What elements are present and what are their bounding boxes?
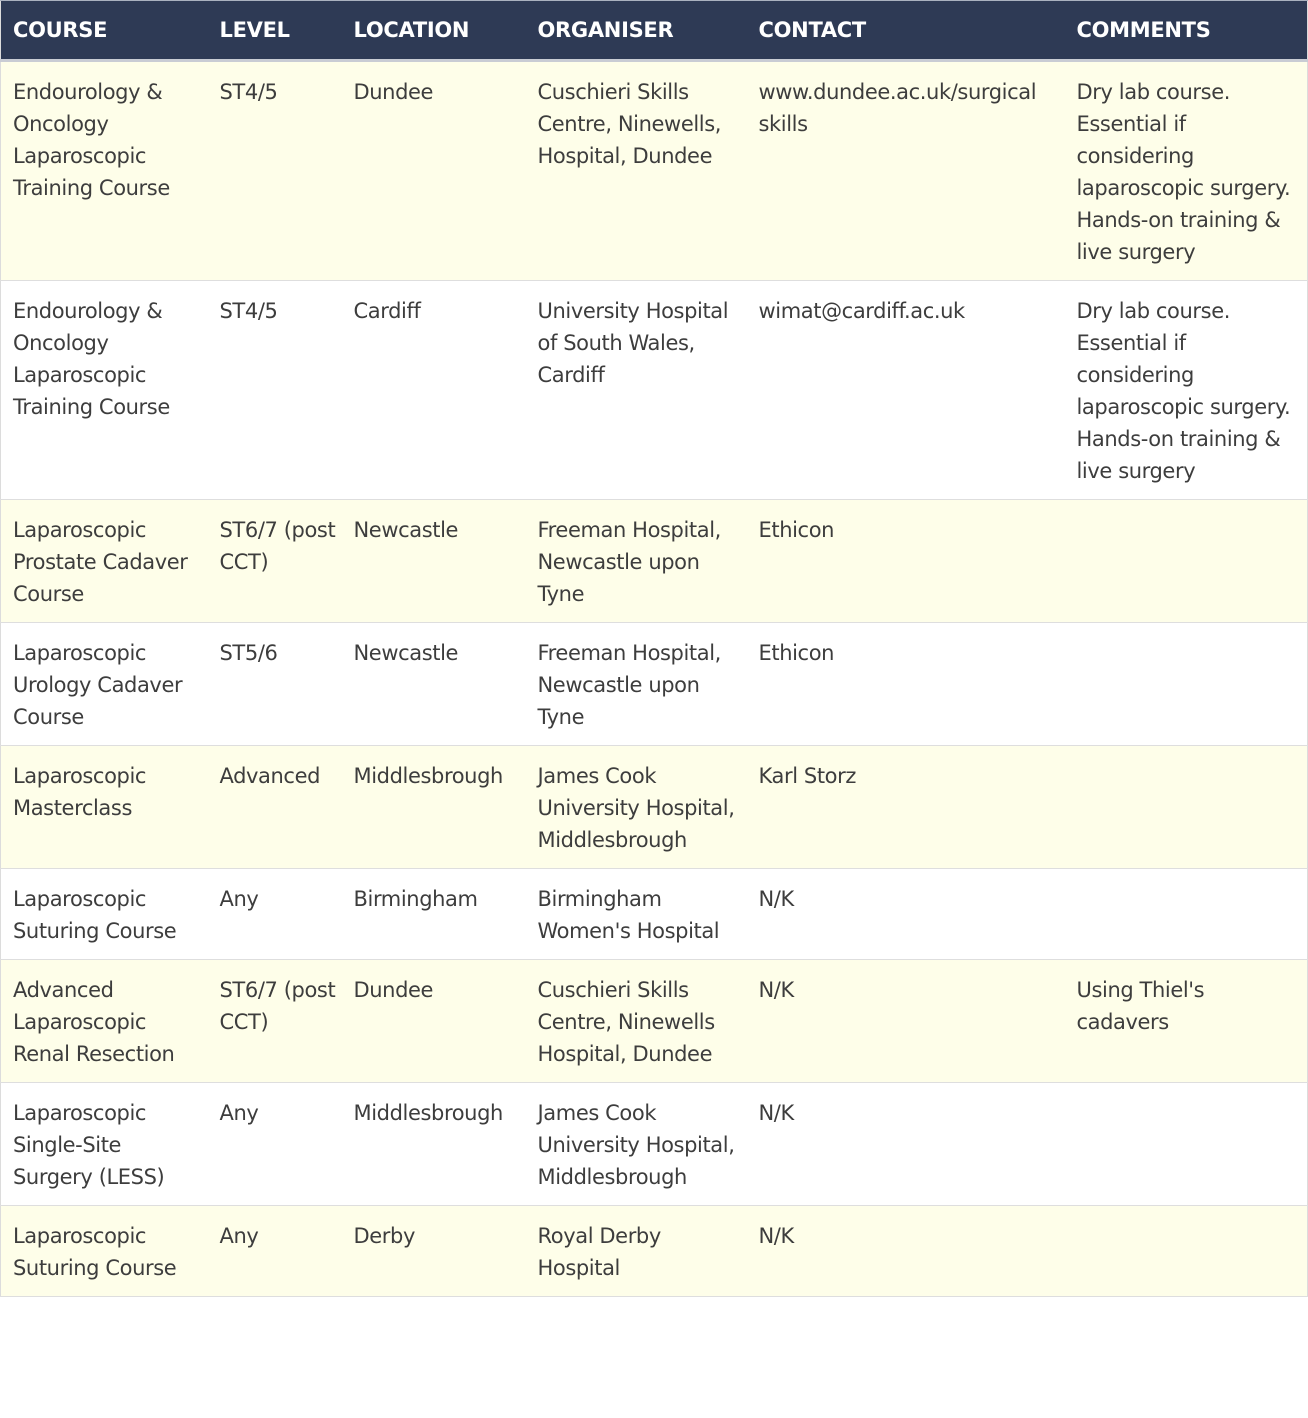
cell-contact: N/K xyxy=(747,1206,1065,1297)
table-row xyxy=(1,500,1308,623)
cell-course: Laparoscopic Single-Site Surgery (LESS) xyxy=(1,1083,208,1206)
table-row xyxy=(1,61,1308,281)
cell-contact: N/K xyxy=(747,869,1065,960)
cell-organiser: Birmingham Women's Hospital xyxy=(526,869,747,960)
table-row xyxy=(1,1206,1308,1297)
cell-contact: N/K xyxy=(747,960,1065,1083)
cell-comments xyxy=(1065,500,1308,623)
cell-course: Endourology & Oncology Laparoscopic Training Course xyxy=(1,281,208,500)
cell-course: Laparoscopic Suturing Course xyxy=(1,869,208,960)
cell-location: Cardiff xyxy=(342,281,526,500)
cell-contact: Ethicon xyxy=(747,500,1065,623)
table-row xyxy=(1,960,1308,1083)
cell-location: Dundee xyxy=(342,960,526,1083)
cell-comments xyxy=(1065,623,1308,746)
cell-organiser: Cuschieri Skills Centre, Ninewells Hospital, Dundee xyxy=(526,960,747,1083)
cell-course: Laparoscopic Urology Cadaver Course xyxy=(1,623,208,746)
header-contact: CONTACT xyxy=(747,1,1065,61)
cell-organiser: James Cook University Hospital, Middlesbrough xyxy=(526,1083,747,1206)
cell-location: Birmingham xyxy=(342,869,526,960)
cell-location: Dundee xyxy=(342,61,526,281)
cell-comments xyxy=(1065,746,1308,869)
cell-level: ST6/7 (post CCT) xyxy=(208,960,342,1083)
cell-contact: Karl Storz xyxy=(747,746,1065,869)
cell-level: Any xyxy=(208,869,342,960)
cell-location: Newcastle xyxy=(342,623,526,746)
cell-location: Middlesbrough xyxy=(342,746,526,869)
cell-organiser: Cuschieri Skills Centre, Ninewells, Hospital, Dundee xyxy=(526,61,747,281)
cell-contact: N/K xyxy=(747,1083,1065,1206)
cell-comments xyxy=(1065,1206,1308,1297)
cell-comments xyxy=(1065,869,1308,960)
header-course: COURSE xyxy=(1,1,208,61)
cell-organiser: Freeman Hospital, Newcastle upon Tyne xyxy=(526,623,747,746)
cell-course: Laparoscopic Suturing Course xyxy=(1,1206,208,1297)
cell-organiser: Royal Derby Hospital xyxy=(526,1206,747,1297)
cell-contact: wimat@cardiff.ac.uk xyxy=(747,281,1065,500)
cell-comments xyxy=(1065,1083,1308,1206)
cell-location: Derby xyxy=(342,1206,526,1297)
cell-comments: Dry lab course. Essential if considering laparoscopic surgery. Hands-on training & live surgery xyxy=(1065,61,1308,281)
header-location: LOCATION xyxy=(342,1,526,61)
cell-course: Laparoscopic Masterclass xyxy=(1,746,208,869)
cell-location: Middlesbrough xyxy=(342,1083,526,1206)
cell-course: Advanced Laparoscopic Renal Resection xyxy=(1,960,208,1083)
cell-comments: Using Thiel's cadavers xyxy=(1065,960,1308,1083)
header-row xyxy=(1,1,1308,61)
table-body xyxy=(1,61,1308,1297)
table-row xyxy=(1,869,1308,960)
cell-level: Advanced xyxy=(208,746,342,869)
table-row xyxy=(1,281,1308,500)
table-row xyxy=(1,746,1308,869)
header-organiser: ORGANISER xyxy=(526,1,747,61)
cell-location: Newcastle xyxy=(342,500,526,623)
table-row xyxy=(1,1083,1308,1206)
cell-contact: www.dundee.ac.uk/surgical skills xyxy=(747,61,1065,281)
cell-contact: Ethicon xyxy=(747,623,1065,746)
cell-level: ST4/5 xyxy=(208,281,342,500)
cell-course: Endourology & Oncology Laparoscopic Training Course xyxy=(1,61,208,281)
header-level: LEVEL xyxy=(208,1,342,61)
cell-level: ST4/5 xyxy=(208,61,342,281)
table-row xyxy=(1,623,1308,746)
cell-organiser: Freeman Hospital, Newcastle upon Tyne xyxy=(526,500,747,623)
cell-level: ST5/6 xyxy=(208,623,342,746)
header-comments: COMMENTS xyxy=(1065,1,1308,61)
cell-level: ST6/7 (post CCT) xyxy=(208,500,342,623)
cell-comments: Dry lab course. Essential if considering laparoscopic surgery. Hands-on training & live surgery xyxy=(1065,281,1308,500)
table-header xyxy=(1,1,1308,61)
cell-course: Laparoscopic Prostate Cadaver Course xyxy=(1,500,208,623)
cell-level: Any xyxy=(208,1083,342,1206)
cell-organiser: University Hospital of South Wales, Cardiff xyxy=(526,281,747,500)
cell-level: Any xyxy=(208,1206,342,1297)
cell-organiser: James Cook University Hospital, Middlesbrough xyxy=(526,746,747,869)
